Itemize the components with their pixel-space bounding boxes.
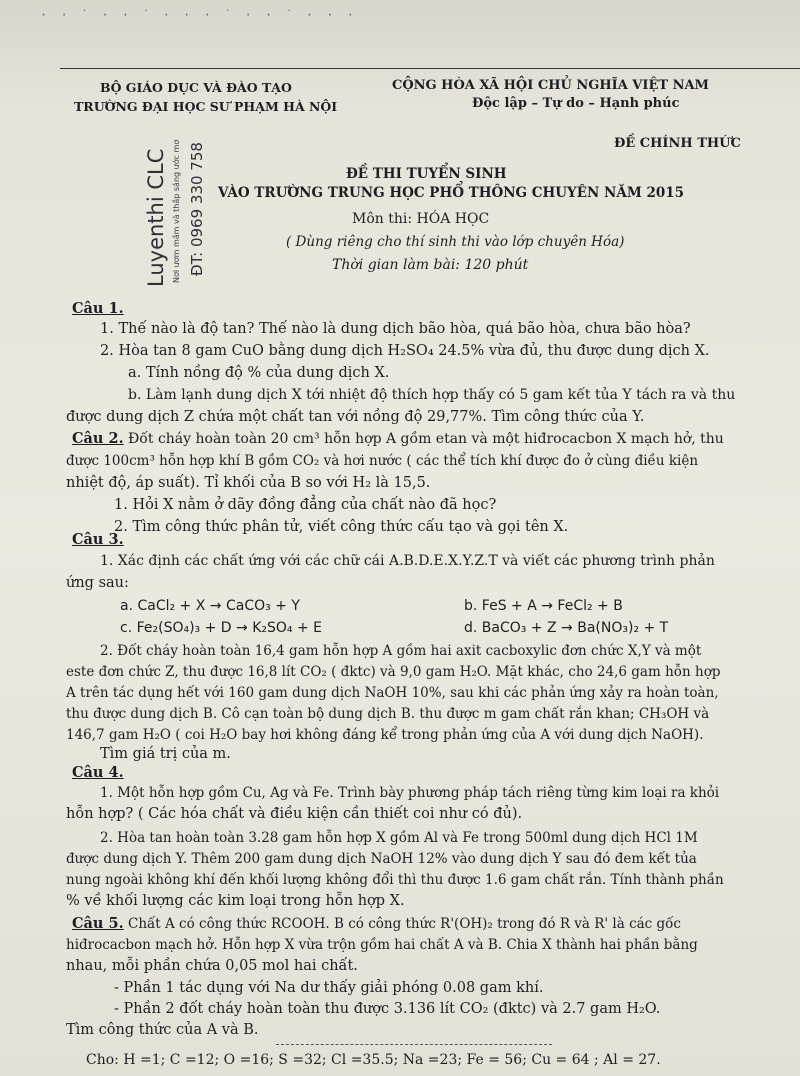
subject-line: Môn thi: HÓA HỌC <box>352 211 490 227</box>
q3-line: 146,7 gam H₂O ( coi H₂O bay hơi không đáng kể trong phản ứng của A với dung dịch NaOH). <box>66 727 704 743</box>
exam-title: ĐỀ THI TUYỂN SINH <box>346 166 507 182</box>
q2-line: 1. Hỏi X nằm ở dãy đồng đẳng của chất nào đã học? <box>114 497 497 513</box>
q2-line: được 100cm³ hỗn hợp khí B gồm CO₂ và hơi nước ( các thể tích khí được đo ở cùng điều kiện <box>66 453 699 469</box>
q5-line: Tìm công thức của A và B. <box>66 1022 259 1038</box>
republic-title: CỘNG HÒA XÃ HỘI CHỦ NGHĨA VIỆT NAM <box>392 78 709 93</box>
q3-line: A trên tác dụng hết với 160 gam dung dịch NaOH 10%, sau khi các phản ứng xảy ra hoàn toàn, <box>66 685 719 701</box>
question-3-title: Câu 3. <box>72 531 124 548</box>
q5-line: Chất A có công thức RCOOH. B có công thức R'(OH)₂ trong đó R và R' là các gốc <box>128 916 681 932</box>
question-2-title: Câu 2. <box>72 430 124 447</box>
question-1-title: Câu 1. <box>72 300 124 317</box>
q5-line: nhau, mỗi phần chứa 0,05 mol hai chất. <box>66 958 358 974</box>
faded-top-text: · · ˙ · · ˙ · · · ˙ · · ˙ · · · <box>40 8 357 22</box>
q3-line: 1. Xác định các chất ứng với các chữ cái A.B.D.E.X.Y.Z.T và viết các phương trình phản <box>100 553 715 569</box>
q1-line: b. Làm lạnh dung dịch X tới nhiệt độ thích hợp thấy có 5 gam kết tủa Y tách ra và thu <box>128 387 736 403</box>
q5-line: - Phần 1 tác dụng với Na dư thấy giải phóng 0.08 gam khí. <box>114 980 544 996</box>
q4-line: 1. Một hỗn hợp gồm Cu, Ag và Fe. Trình bày phương pháp tách riêng từng kim loại ra khỏi <box>100 785 720 801</box>
q4-line: 2. Hòa tan hoàn toàn 3.28 gam hỗn hợp X gồm Al và Fe trong 500ml dung dịch HCl 1M <box>100 830 698 846</box>
q3-line: 2. Đốt cháy hoàn toàn 16,4 gam hỗn hợp A gồm hai axit cacboxylic đơn chức X,Y và một <box>100 643 702 659</box>
watermark-slogan: Nơi ươm mầm và thắp sáng ước mơ <box>172 139 181 283</box>
question-5-title: Câu 5. <box>72 915 124 932</box>
reaction-b: b. FeS + A → FeCl₂ + B <box>464 598 623 614</box>
ministry-name: BỘ GIÁO DỤC VÀ ĐÀO TẠO <box>100 80 292 95</box>
q4-line: % về khối lượng các kim loại trong hỗn hợp X. <box>66 893 405 909</box>
exam-note: ( Dùng riêng cho thí sinh thi vào lớp chuyên Hóa) <box>286 234 625 250</box>
official-label: ĐỀ CHÍNH THỨC <box>614 136 741 151</box>
atomic-masses: Cho: H =1; C =12; O =16; S =32; Cl =35.5; Na =23; Fe = 56; Cu = 64 ; Al = 27. <box>86 1052 661 1068</box>
q2-line: Đốt cháy hoàn toàn 20 cm³ hỗn hợp A gồm etan và một hiđrocacbon X mạch hở, thu <box>128 431 724 447</box>
q1-line: 2. Hòa tan 8 gam CuO bằng dung dịch H₂SO₄ 24.5% vừa đủ, thu được dung dịch X. <box>100 343 710 359</box>
separator-line <box>276 1044 552 1045</box>
reaction-a: a. CaCl₂ + X → CaCO₃ + Y <box>120 598 300 614</box>
reaction-c: c. Fe₂(SO₄)₃ + D → K₂SO₄ + E <box>120 620 322 636</box>
q5-line: hiđrocacbon mạch hở. Hỗn hợp X vừa trộn gồm hai chất A và B. Chia X thành hai phần bằng <box>66 937 698 953</box>
q3-line: este đơn chức Z, thu được 16,8 lít CO₂ ( đktc) và 9,0 gam H₂O. Mặt khác, cho 24,6 gam hỗn hợp <box>66 664 721 680</box>
question-4-title: Câu 4. <box>72 764 124 781</box>
q4-line: được dung dịch Y. Thêm 200 gam dung dịch NaOH 12% vào dung dịch Y sau đó đem kết tủa <box>66 851 697 867</box>
watermark-name: Luyenthi CLC <box>144 148 168 287</box>
watermark-phone: ĐT: 0969 330 758 <box>188 142 206 276</box>
motto: Độc lập – Tự do – Hạnh phúc <box>472 96 680 111</box>
q1-line: a. Tính nồng độ % của dung dịch X. <box>128 365 390 381</box>
exam-subtitle: VÀO TRƯỜNG TRUNG HỌC PHỔ THÔNG CHUYÊN NĂM 2015 <box>218 185 685 201</box>
q4-line: hỗn hợp? ( Các hóa chất và điều kiện cần thiết coi như có đủ). <box>66 806 523 822</box>
q3-line: thu được dung dịch B. Cô cạn toàn bộ dung dịch B. thu được m gam chất rắn khan; CH₃OH và <box>66 706 710 722</box>
q2-line: 2. Tìm công thức phân tử, viết công thức cấu tạo và gọi tên X. <box>114 519 569 535</box>
university-name: TRƯỜNG ĐẠI HỌC SƯ PHẠM HÀ NỘI <box>74 99 338 114</box>
reaction-d: d. BaCO₃ + Z → Ba(NO₃)₂ + T <box>464 620 669 636</box>
exam-time: Thời gian làm bài: 120 phút <box>332 257 529 273</box>
q1-line: 1. Thế nào là độ tan? Thế nào là dung dịch bão hòa, quá bão hòa, chưa bão hòa? <box>100 321 691 337</box>
top-rule <box>60 68 800 69</box>
q5-line: - Phần 2 đốt cháy hoàn toàn thu được 3.136 lít CO₂ (đktc) và 2.7 gam H₂O. <box>114 1001 661 1017</box>
q4-line: nung ngoài không khí đến khối lượng không đổi thì thu được 1.6 gam chất rắn. Tính thành phần <box>66 872 724 888</box>
q2-line: nhiệt độ, áp suất). Tỉ khối của B so với H₂ là 15,5. <box>66 475 431 491</box>
q1-line: được dung dịch Z chứa một chất tan với nồng độ 29,77%. Tìm công thức của Y. <box>66 409 645 425</box>
q3-line: Tìm giá trị của m. <box>100 746 231 762</box>
q3-line: ứng sau: <box>66 575 129 591</box>
